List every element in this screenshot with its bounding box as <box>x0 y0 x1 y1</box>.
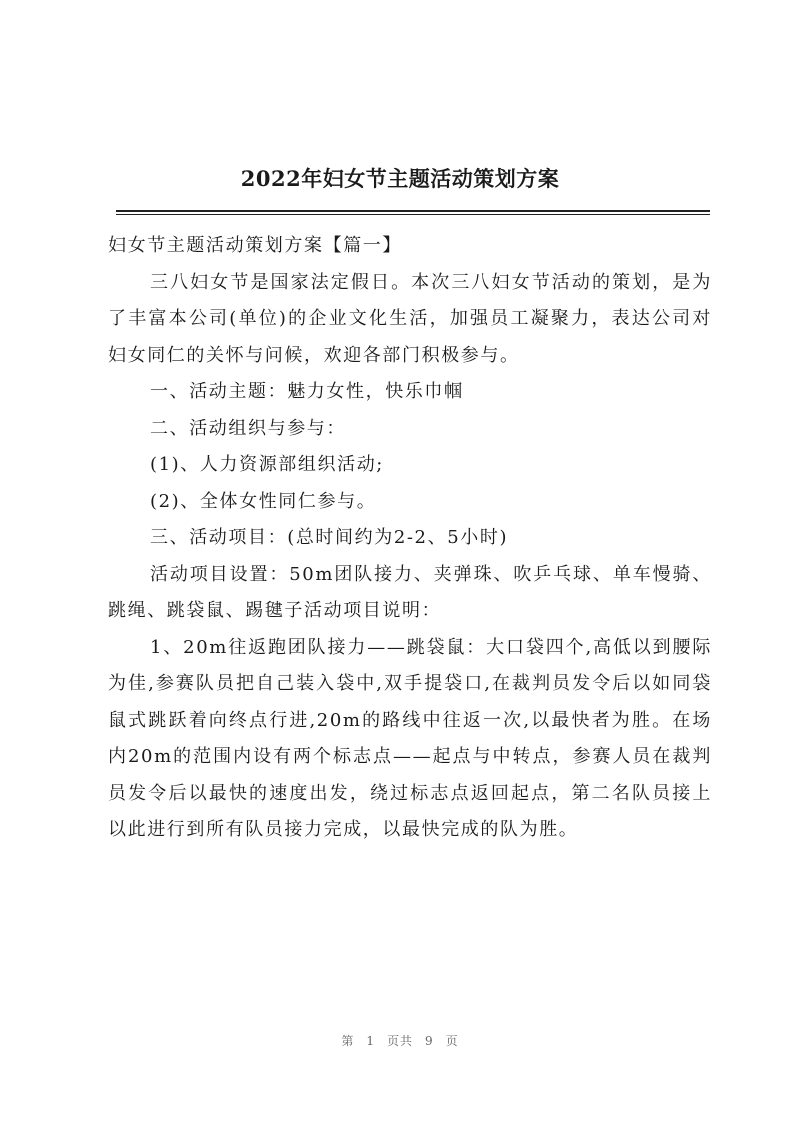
footer-suffix: 页 <box>445 1034 459 1048</box>
activity-items-setup: 活动项目设置：50m团队接力、夹弹珠、吹乒乓球、单车慢骑、跳绳、跳袋鼠、踢毽子活动项目说明： <box>108 563 712 621</box>
title-rule-thick <box>116 210 710 212</box>
organization-item-1: (1)、人力资源部组织活动; <box>150 454 384 475</box>
title-rule-thin <box>116 214 710 215</box>
relay-description: 1、20m往返跑团队接力——跳袋鼠：大口袋四个,高低以到腰际为佳,参赛队员把自己装入袋中,双手提袋口,在裁判员发令后以如同袋鼠式跳跃着向终点行进,20m的路线中往返一次,以最快者为胜。在场内20m的范围内设有两个标志点——起点与中转点，参赛人员在裁判员发令后以最快的速度出发，绕过标志点返回起点，第二名队员接上以此进行到所有队员接力完成，以最快完成的队为胜。 <box>108 636 712 840</box>
organization-item-2: (2)、全体女性同仁参与。 <box>150 490 377 512</box>
document-title: 2022年妇女节主题活动策划方案 <box>240 166 560 191</box>
footer-total-pages: 9 <box>425 1034 434 1048</box>
footer-page-number: 1 <box>366 1034 375 1048</box>
footer-middle: 页共 <box>386 1034 413 1048</box>
section-heading: 妇女节主题活动策划方案【篇一】 <box>108 235 402 256</box>
activity-items-heading: 三、活动项目：(总时间约为2-2、5小时) <box>150 527 509 548</box>
document-body <box>108 228 712 849</box>
activity-organization: 二、活动组织与参与： <box>150 417 346 439</box>
page-footer <box>0 1032 800 1049</box>
footer-prefix: 第 <box>341 1034 355 1048</box>
intro-paragraph: 三八妇女节是国家法定假日。本次三八妇女节活动的策划，是为了丰富本公司(单位)的企业文化生活，加强员工凝聚力，表达公司对妇女同仁的关怀与问候，欢迎各部门积极参与。 <box>108 271 712 366</box>
activity-theme: 一、活动主题：魅力女性，快乐巾帼 <box>150 381 464 402</box>
